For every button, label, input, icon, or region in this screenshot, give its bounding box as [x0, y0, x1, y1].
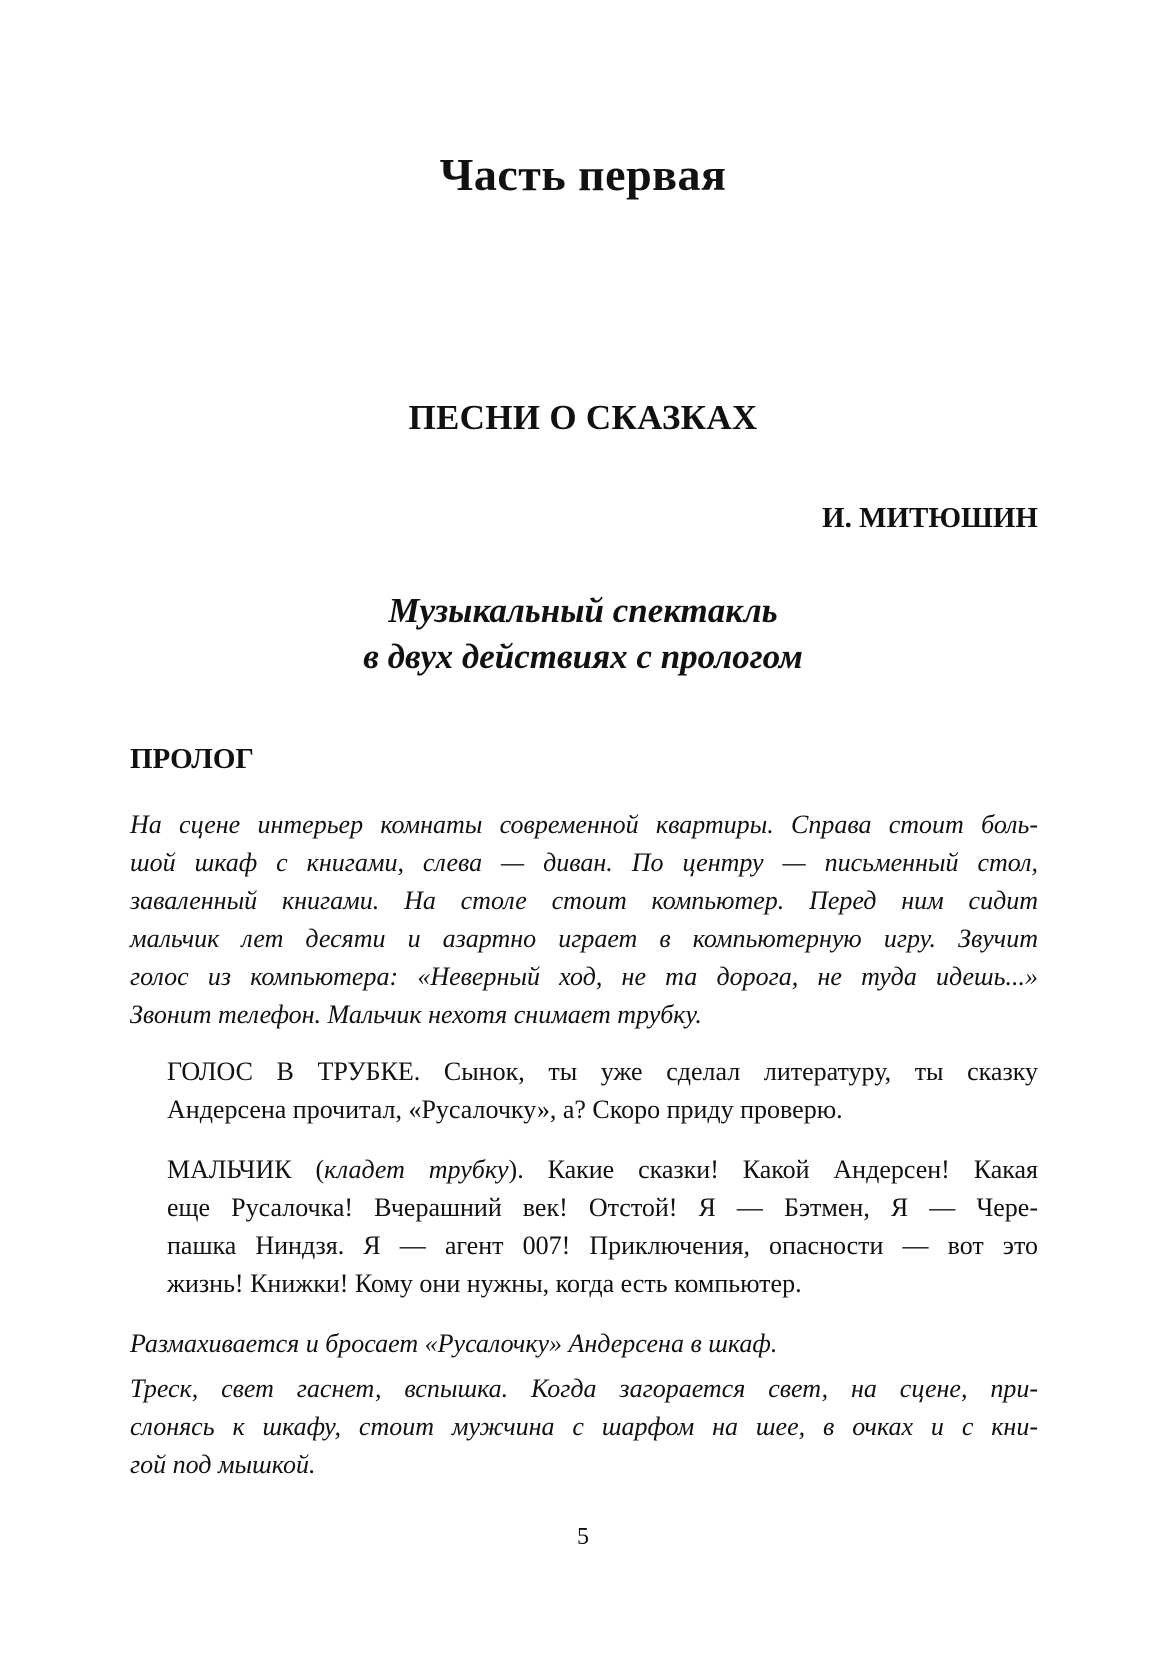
page-number: 5	[577, 1524, 589, 1550]
subtitle-line: Музыкальный спектакль	[388, 591, 778, 630]
text-line: гой под мышкой.	[130, 1450, 316, 1479]
text-line: слонясь к шкафу, стоит мужчина с шарфом на шее, в очках и с кни-	[130, 1412, 1038, 1441]
prologue-heading: ПРОЛОГ	[130, 743, 254, 775]
text-line	[167, 1151, 1038, 1189]
text-line: На сцене интерьер комнаты современной квартиры. Справа стоит боль-	[130, 810, 1038, 839]
text-line: Андерсена прочитал, «Русалочку», а? Скоро приду проверю.	[167, 1095, 843, 1124]
text-line: пашка Ниндзя. Я — агент 007! Приключения, опасности — вот это	[167, 1231, 1038, 1260]
stage-direction	[130, 1325, 1038, 1363]
text-line: жизнь! Книжки! Кому они нужны, когда есть компьютер.	[167, 1269, 802, 1298]
text-line: шой шкаф с книгами, слева — диван. По центру — письменный стол,	[130, 848, 1038, 877]
text-line: заваленный книгами. На столе стоит компьютер. Перед ним сидит	[130, 886, 1038, 915]
text-line: голос из компьютера: «Неверный ход, не та дорога, не туда идешь...»	[130, 962, 1038, 991]
play-subtitle	[0, 588, 1166, 680]
stage-direction	[130, 806, 1038, 1034]
text-line: ГОЛОС В ТРУБКЕ. Сынок, ты уже сделал литературу, ты сказку	[167, 1057, 1038, 1086]
stage-direction	[130, 1370, 1038, 1484]
text-line: еще Русалочка! Вчерашний век! Отстой! Я — Бэтмен, Я — Чере-	[167, 1193, 1038, 1222]
stage-remark: кладет трубку	[324, 1155, 509, 1184]
play-title: ПЕСНИ О СКАЗКАХ	[408, 398, 758, 437]
text-line: мальчик лет десяти и азартно играет в компьютерную игру. Звучит	[130, 924, 1038, 953]
speaker-name: МАЛЬЧИК (	[167, 1155, 325, 1184]
text-line: Размахивается и бросает «Русалочку» Андерсена в шкаф.	[130, 1329, 778, 1358]
author-name: И. МИТЮШИН	[822, 502, 1038, 534]
dialog-line-boy	[167, 1151, 1038, 1303]
text-line: Треск, свет гаснет, вспышка. Когда загорается свет, на сцене, при-	[130, 1374, 1038, 1403]
subtitle-line: в двух действиях с прологом	[363, 637, 803, 676]
dialog-line-voice	[167, 1053, 1038, 1129]
dialog-text: ). Какие сказки! Какой Андерсен! Какая	[508, 1155, 1038, 1184]
text-line: Звонит телефон. Мальчик нехотя снимает трубку.	[130, 1000, 702, 1029]
part-title: Часть первая	[439, 149, 727, 200]
